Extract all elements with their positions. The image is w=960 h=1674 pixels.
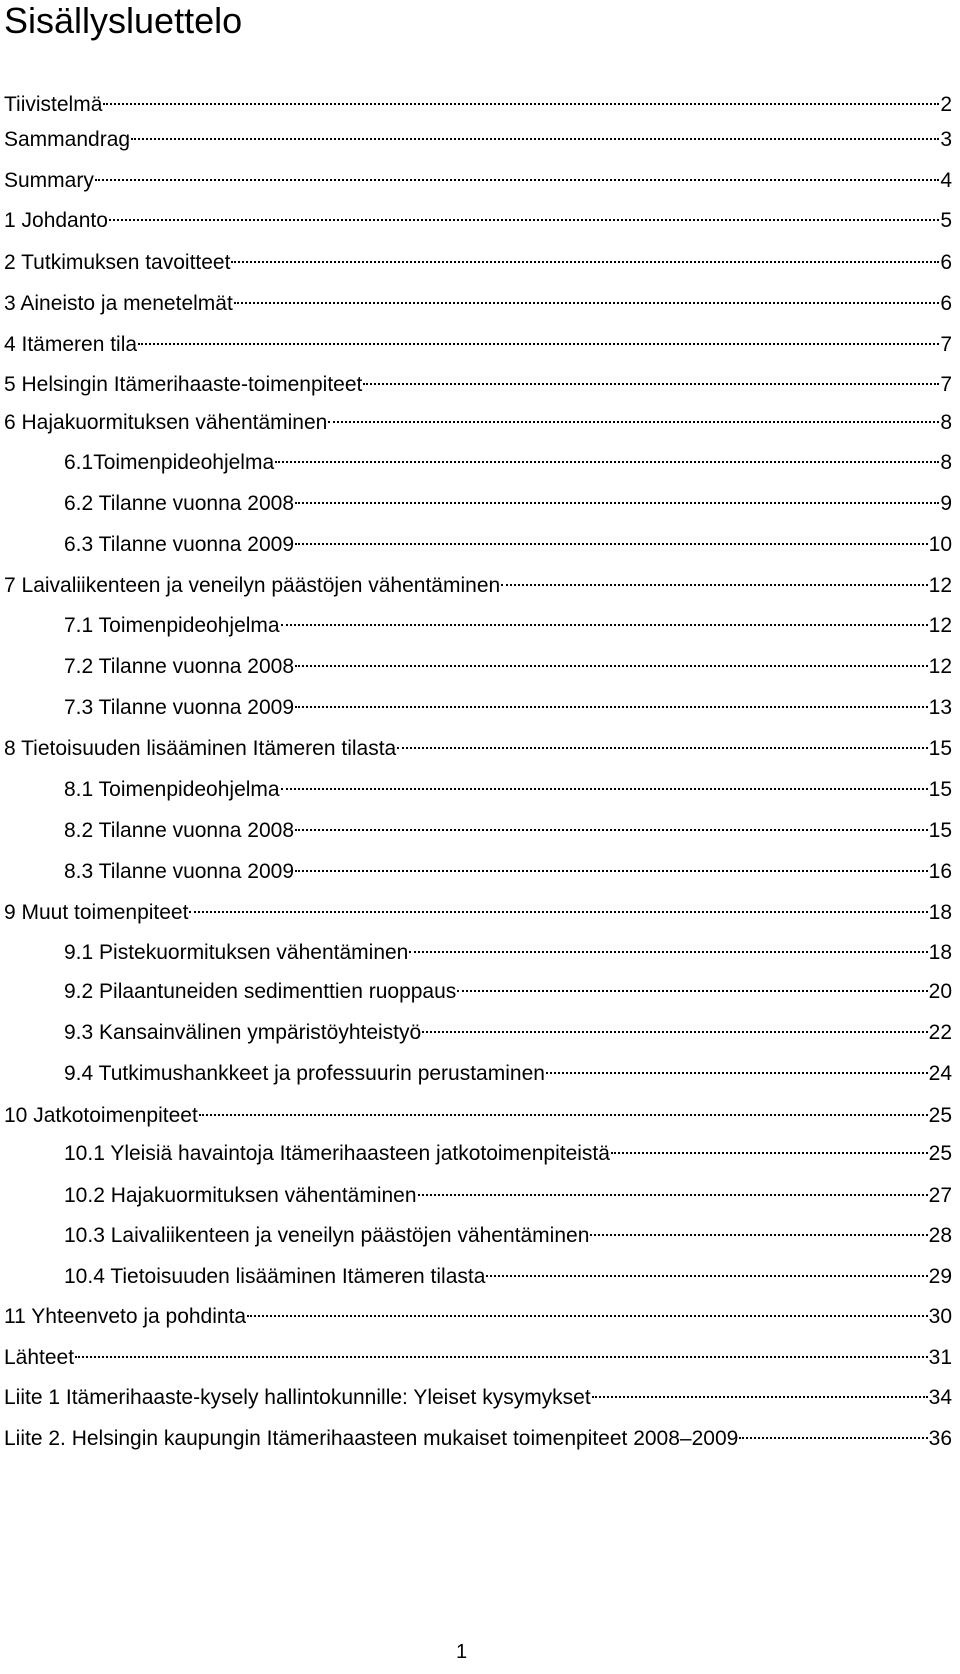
toc-entry-label: 8 Tietoisuuden lisääminen Itämeren tilasta bbox=[4, 737, 397, 760]
toc-entry-label: 9.2 Pilaantuneiden sedimenttien ruoppaus bbox=[64, 980, 457, 1003]
toc-entry-page: 27 bbox=[928, 1184, 952, 1207]
dot-leader bbox=[363, 365, 939, 391]
toc-entry-page: 31 bbox=[928, 1346, 952, 1369]
toc-entry[interactable] bbox=[4, 1297, 952, 1330]
toc-entry-label: 7 Laivaliikenteen ja veneilyn päästöjen vähentäminen bbox=[4, 574, 501, 597]
toc-entry-label: 10.4 Tietoisuuden lisääminen Itämeren tilasta bbox=[64, 1265, 486, 1288]
toc-entry-page: 5 bbox=[940, 209, 952, 232]
dot-leader bbox=[501, 566, 927, 592]
toc-entry-page: 18 bbox=[928, 941, 952, 964]
toc-entry-page: 29 bbox=[928, 1265, 952, 1288]
toc-entry[interactable] bbox=[64, 933, 952, 966]
toc-entry-label: 7.3 Tilanne vuonna 2009 bbox=[64, 696, 295, 719]
toc-entry-page: 25 bbox=[928, 1142, 952, 1165]
page-title: Sisällysluettelo bbox=[4, 0, 243, 41]
toc-entry[interactable] bbox=[4, 1096, 952, 1129]
dot-leader bbox=[611, 1134, 928, 1160]
toc-entry-label: Sammandrag bbox=[4, 128, 131, 151]
toc-entry-page: 15 bbox=[928, 778, 952, 801]
dot-leader bbox=[295, 647, 928, 673]
toc-entry-label: 3 Aineisto ja menetelmät bbox=[4, 292, 233, 315]
dot-leader bbox=[95, 161, 939, 187]
dot-leader bbox=[75, 1338, 928, 1364]
toc-entry-label: Tiivistelmä bbox=[4, 93, 103, 116]
toc-entry[interactable] bbox=[4, 201, 952, 234]
toc-entry-page: 12 bbox=[928, 574, 952, 597]
dot-leader bbox=[295, 484, 939, 510]
toc-entry-label: 6.2 Tilanne vuonna 2008 bbox=[64, 492, 295, 515]
dot-leader bbox=[592, 1378, 928, 1404]
toc-entry-label: Lähteet bbox=[4, 1346, 75, 1369]
dot-leader bbox=[281, 770, 928, 796]
toc-entry-label: 6.1Toimenpideohjelma bbox=[64, 451, 275, 474]
dot-leader bbox=[199, 1096, 928, 1122]
toc-entry-label: 7.2 Tilanne vuonna 2008 bbox=[64, 655, 295, 678]
dot-leader bbox=[109, 201, 939, 227]
toc-entry[interactable] bbox=[4, 161, 952, 194]
toc-entry[interactable] bbox=[64, 1134, 952, 1167]
toc-entry[interactable] bbox=[64, 852, 952, 885]
toc-entry[interactable] bbox=[64, 811, 952, 844]
toc-entry[interactable] bbox=[4, 325, 952, 358]
dot-leader bbox=[397, 729, 927, 755]
dot-leader bbox=[457, 972, 927, 998]
toc-entry-page: 25 bbox=[928, 1104, 952, 1127]
toc-entry-label: 11 Yhteenveto ja pohdinta bbox=[4, 1305, 247, 1328]
toc-entry-page: 7 bbox=[940, 373, 952, 396]
dot-leader bbox=[247, 1297, 928, 1323]
dot-leader bbox=[295, 811, 928, 837]
toc-entry-label: 9 Muut toimenpiteet bbox=[4, 901, 189, 924]
toc-entry[interactable] bbox=[64, 1257, 952, 1290]
dot-leader bbox=[189, 893, 927, 919]
toc-entry-page: 6 bbox=[940, 251, 952, 274]
toc-entry-page: 24 bbox=[928, 1062, 952, 1085]
toc-entry-page: 6 bbox=[940, 292, 952, 315]
toc-entry[interactable] bbox=[4, 1378, 952, 1411]
dot-leader bbox=[328, 403, 939, 429]
toc-entry-label: 5 Helsingin Itämerihaaste-toimenpiteet bbox=[4, 373, 363, 396]
toc-entry[interactable] bbox=[64, 1216, 952, 1249]
toc-entry-label: 2 Tutkimuksen tavoitteet bbox=[4, 251, 231, 274]
toc-entry[interactable] bbox=[4, 566, 952, 599]
toc-entry[interactable] bbox=[64, 525, 952, 558]
toc-entry-label: 8.1 Toimenpideohjelma bbox=[64, 778, 280, 801]
dot-leader bbox=[590, 1216, 927, 1242]
toc-entry[interactable] bbox=[64, 484, 952, 517]
dot-leader bbox=[275, 443, 939, 469]
toc-entry-page: 8 bbox=[940, 451, 952, 474]
dot-leader bbox=[295, 688, 928, 714]
toc-entry-page: 15 bbox=[928, 737, 952, 760]
toc-entry-page: 36 bbox=[928, 1427, 952, 1450]
toc-entry-label: 6.3 Tilanne vuonna 2009 bbox=[64, 533, 295, 556]
toc-entry-page: 2 bbox=[940, 93, 952, 116]
toc-entry-label: 1 Johdanto bbox=[4, 209, 108, 232]
dot-leader bbox=[739, 1419, 927, 1445]
toc-entry[interactable] bbox=[4, 243, 952, 276]
dot-leader bbox=[295, 525, 928, 551]
toc-entry[interactable] bbox=[4, 729, 952, 762]
toc-entry-label: Liite 2. Helsingin kaupungin Itämerihaasteen mukaiset toimenpiteet 2008–2009 bbox=[4, 1427, 739, 1450]
toc-entry-page: 9 bbox=[940, 492, 952, 515]
toc-entry[interactable] bbox=[64, 606, 952, 639]
toc-entry-page: 10 bbox=[928, 533, 952, 556]
toc-entry-page: 8 bbox=[940, 411, 952, 434]
toc-entry[interactable] bbox=[4, 120, 952, 153]
toc-entry-page: 30 bbox=[928, 1305, 952, 1328]
toc-entry[interactable] bbox=[64, 688, 952, 721]
toc-entry[interactable] bbox=[4, 403, 952, 436]
toc-entry-label: 10 Jatkotoimenpiteet bbox=[4, 1104, 198, 1127]
toc-entry[interactable] bbox=[4, 85, 952, 118]
toc-entry[interactable] bbox=[64, 443, 952, 476]
dot-leader bbox=[546, 1054, 928, 1080]
toc-entry-page: 28 bbox=[928, 1224, 952, 1247]
toc-entry-page: 34 bbox=[928, 1386, 952, 1409]
dot-leader bbox=[103, 85, 939, 111]
toc-entry-page: 20 bbox=[928, 980, 952, 1003]
dot-leader bbox=[231, 243, 939, 269]
toc-entry-page: 7 bbox=[940, 333, 952, 356]
toc-entry[interactable] bbox=[4, 284, 952, 317]
toc-entry-page: 22 bbox=[928, 1021, 952, 1044]
dot-leader bbox=[281, 606, 928, 632]
toc-entry-label: 7.1 Toimenpideohjelma bbox=[64, 614, 280, 637]
toc-entry-label: 9.4 Tutkimushankkeet ja professuurin perustaminen bbox=[64, 1062, 545, 1085]
toc-entry[interactable] bbox=[64, 1013, 952, 1046]
toc-entry[interactable] bbox=[64, 972, 952, 1005]
toc-entry[interactable] bbox=[4, 893, 952, 926]
toc-entry-label: 8.3 Tilanne vuonna 2009 bbox=[64, 860, 295, 883]
toc-entry-page: 12 bbox=[928, 614, 952, 637]
toc-entry-label: Summary bbox=[4, 169, 94, 192]
toc-entry-page: 3 bbox=[940, 128, 952, 151]
page-number: 1 bbox=[456, 1641, 468, 1663]
dot-leader bbox=[486, 1257, 927, 1283]
toc-entry-label: 8.2 Tilanne vuonna 2008 bbox=[64, 819, 295, 842]
toc-entry-label: 10.2 Hajakuormituksen vähentäminen bbox=[64, 1184, 417, 1207]
dot-leader bbox=[422, 1013, 927, 1039]
toc-entry-label: Liite 1 Itämerihaaste-kysely hallintokunnille: Yleiset kysymykset bbox=[4, 1386, 591, 1409]
dot-leader bbox=[234, 284, 940, 310]
toc-entry[interactable] bbox=[64, 1176, 952, 1209]
toc-entry[interactable] bbox=[4, 1419, 952, 1452]
toc-entry-label: 10.1 Yleisiä havaintoja Itämerihaasteen jatkotoimenpiteistä bbox=[64, 1142, 610, 1165]
dot-leader bbox=[138, 325, 939, 351]
dot-leader bbox=[295, 852, 928, 878]
toc-entry-page: 18 bbox=[928, 901, 952, 924]
toc-entry-page: 12 bbox=[928, 655, 952, 678]
toc-entry-label: 9.1 Pistekuormituksen vähentäminen bbox=[64, 941, 409, 964]
toc-entry-page: 13 bbox=[928, 696, 952, 719]
toc-entry-page: 15 bbox=[928, 819, 952, 842]
toc-entry-label: 6 Hajakuormituksen vähentäminen bbox=[4, 411, 328, 434]
toc-entry[interactable] bbox=[64, 1054, 952, 1087]
toc-entry-page: 4 bbox=[940, 169, 952, 192]
dot-leader bbox=[418, 1176, 928, 1202]
toc-entry[interactable] bbox=[64, 647, 952, 680]
toc-entry[interactable] bbox=[64, 770, 952, 803]
toc-entry[interactable] bbox=[4, 1338, 952, 1371]
toc-entry-label: 4 Itämeren tila bbox=[4, 333, 138, 356]
toc-entry-label: 10.3 Laivaliikenteen ja veneilyn päästöjen vähentäminen bbox=[64, 1224, 590, 1247]
dot-leader bbox=[409, 933, 927, 959]
toc-entry[interactable] bbox=[4, 365, 952, 398]
toc-entry-page: 16 bbox=[928, 860, 952, 883]
dot-leader bbox=[131, 120, 939, 146]
toc-entry-label: 9.3 Kansainvälinen ympäristöyhteistyö bbox=[64, 1021, 422, 1044]
